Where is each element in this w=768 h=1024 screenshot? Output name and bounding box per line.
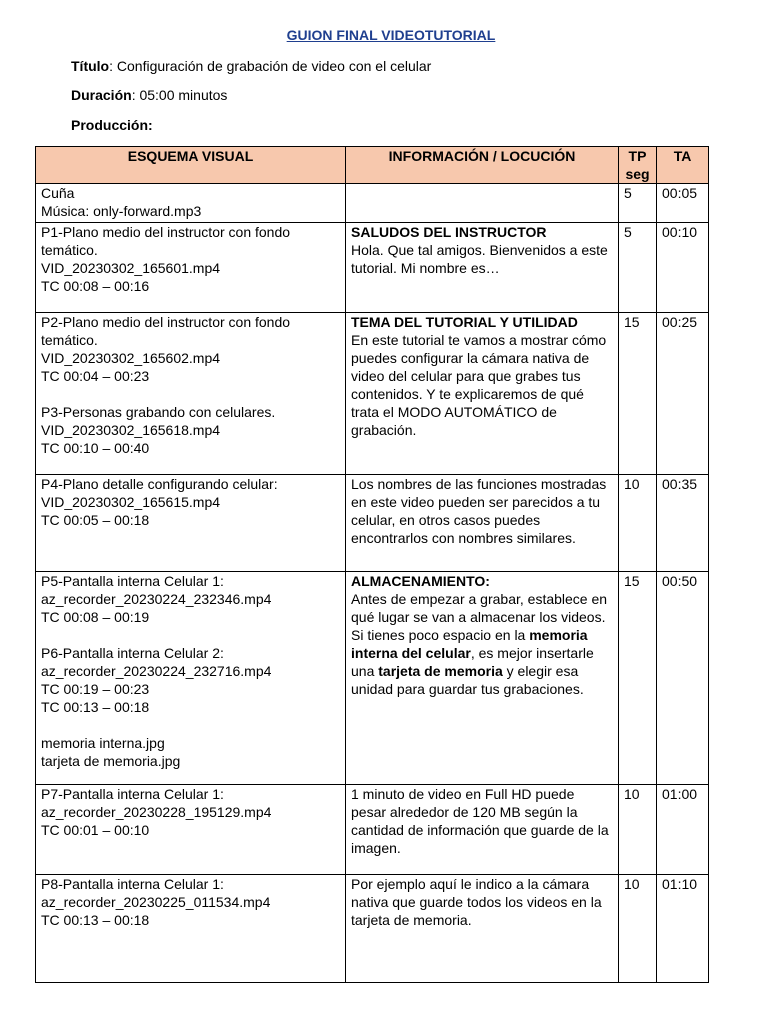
meta-produccion	[71, 117, 153, 134]
tp-cell: 15	[619, 572, 657, 785]
visual-line: P7-Pantalla interna Celular 1:	[41, 786, 224, 802]
visual-line: Música: only-forward.mp3	[41, 203, 202, 219]
produccion-label: Producción	[71, 117, 149, 133]
header-informacion-locucion: INFORMACIÓN / LOCUCIÓN	[346, 147, 619, 184]
info-heading: SALUDOS DEL INSTRUCTOR	[351, 224, 547, 240]
table-row	[36, 313, 709, 475]
visual-line: tarjeta de memoria.jpg	[41, 753, 181, 769]
visual-line: az_recorder_20230225_011534.mp4	[41, 894, 271, 910]
visual-line: Cuña	[41, 185, 75, 201]
header-ta: TA	[657, 147, 709, 184]
tp-cell: 5	[619, 184, 657, 223]
visual-line: VID_20230302_165601.mp4	[41, 260, 221, 276]
visual-line: P5-Pantalla interna Celular 1:	[41, 573, 224, 589]
info-text-bold: memoria interna del celular	[351, 627, 588, 661]
ta-cell: 00:05	[657, 184, 709, 223]
visual-line: TC 00:01 – 00:10	[41, 822, 150, 838]
visual-line: P6-Pantalla interna Celular 2:	[41, 645, 224, 661]
spacer	[41, 716, 340, 734]
visual-line: az_recorder_20230228_195129.mp4	[41, 804, 272, 820]
info-text-bold: tarjeta de memoria	[378, 663, 503, 679]
info-text-part: y elegir esa unidad para guardar tus grabaciones.	[351, 663, 584, 697]
visual-line: TC 00:08 – 00:16	[41, 278, 150, 294]
info-cell	[346, 475, 619, 572]
info-text: Por ejemplo aquí le indico a la cámara nativa que guarde todos los videos en la tarjeta de memoria.	[351, 876, 602, 928]
table-row	[36, 475, 709, 572]
ta-cell: 01:00	[657, 785, 709, 875]
visual-line: TC 00:10 – 00:40	[41, 440, 150, 456]
table-row	[36, 223, 709, 313]
visual-line: TC 00:19 – 00:23	[41, 681, 150, 697]
table-row	[36, 572, 709, 785]
visual-line: P2-Plano medio del instructor con fondo	[41, 314, 291, 330]
info-text-part: Antes de empezar a grabar, establece en qué lugar se van a almacenar los videos. Si tienes poco espacio en la	[351, 591, 608, 643]
table-row	[36, 785, 709, 875]
visual-cell	[36, 572, 346, 785]
info-text-part: , es mejor insertarle una	[351, 645, 594, 679]
titulo-value: : Configuración de grabación de video con el celular	[109, 58, 432, 74]
info-heading: ALMACENAMIENTO:	[351, 573, 490, 589]
visual-line: P3-Personas grabando con celulares.	[41, 404, 276, 420]
info-cell	[346, 313, 619, 475]
tp-cell: 10	[619, 785, 657, 875]
script-table	[35, 146, 709, 983]
spacer	[41, 385, 340, 403]
info-text: Hola. Que tal amigos. Bienvenidos a este tutorial. Mi nombre es…	[351, 242, 608, 276]
visual-line: P1-Plano medio del instructor con fondo	[41, 224, 291, 240]
visual-line: TC 00:13 – 00:18	[41, 912, 150, 928]
visual-cell	[36, 223, 346, 313]
meta-duracion	[71, 87, 227, 104]
table-row	[36, 875, 709, 983]
ta-cell: 00:10	[657, 223, 709, 313]
tp-cell: 5	[619, 223, 657, 313]
ta-cell: 00:35	[657, 475, 709, 572]
info-cell	[346, 875, 619, 983]
visual-line: memoria interna.jpg	[41, 735, 165, 751]
ta-cell: 00:25	[657, 313, 709, 475]
header-tp-seg: TP seg	[619, 147, 657, 184]
visual-line: TC 00:05 – 00:18	[41, 512, 150, 528]
info-text	[351, 590, 613, 698]
spacer	[41, 626, 340, 644]
visual-cell	[36, 785, 346, 875]
info-text: En este tutorial te vamos a mostrar cómo puedes configurar la cámara nativa de video del celular para que grabes tus contenidos. Y te explicaremos de qué trata el MODO AUTOMÁTICO de grabación.	[351, 332, 607, 438]
visual-cell	[36, 184, 346, 223]
table-header-row	[36, 147, 709, 184]
info-cell	[346, 572, 619, 785]
tp-cell: 10	[619, 475, 657, 572]
info-cell	[346, 223, 619, 313]
visual-line: TC 00:13 – 00:18	[41, 699, 150, 715]
produccion-value: :	[148, 117, 153, 133]
ta-cell: 00:50	[657, 572, 709, 785]
meta-titulo	[71, 58, 431, 75]
info-cell	[346, 184, 619, 223]
visual-line: P4-Plano detalle configurando celular:	[41, 476, 278, 492]
visual-line: VID_20230302_165602.mp4	[41, 350, 221, 366]
titulo-label: Título	[71, 58, 110, 74]
document-title: GUION FINAL VIDEOTUTORIAL	[286, 27, 496, 43]
info-text: Los nombres de las funciones mostradas en este video pueden ser parecidos a tu celular, en otros casos puedes encontrarlos con nombres similares.	[351, 476, 607, 546]
tp-cell: 15	[619, 313, 657, 475]
tp-cell: 10	[619, 875, 657, 983]
visual-line: temático.	[41, 332, 98, 348]
visual-line: VID_20230302_165618.mp4	[41, 422, 221, 438]
info-heading: TEMA DEL TUTORIAL Y UTILIDAD	[351, 314, 578, 330]
visual-cell	[36, 313, 346, 475]
duracion-value: : 05:00 minutos	[131, 87, 228, 103]
visual-line: TC 00:04 – 00:23	[41, 368, 150, 384]
visual-line: temático.	[41, 242, 98, 258]
visual-line: az_recorder_20230224_232346.mp4	[41, 591, 272, 607]
info-cell	[346, 785, 619, 875]
visual-line: VID_20230302_165615.mp4	[41, 494, 221, 510]
visual-line: az_recorder_20230224_232716.mp4	[41, 663, 272, 679]
visual-cell	[36, 875, 346, 983]
visual-line: P8-Pantalla interna Celular 1:	[41, 876, 224, 892]
info-text: 1 minuto de video en Full HD puede pesar alrededor de 120 MB según la cantidad de información que guarde de la imagen.	[351, 786, 609, 856]
header-esquema-visual: ESQUEMA VISUAL	[36, 147, 346, 184]
visual-cell	[36, 475, 346, 572]
duracion-label: Duración	[71, 87, 132, 103]
ta-cell: 01:10	[657, 875, 709, 983]
table-row	[36, 184, 709, 223]
visual-line: TC 00:08 – 00:19	[41, 609, 150, 625]
